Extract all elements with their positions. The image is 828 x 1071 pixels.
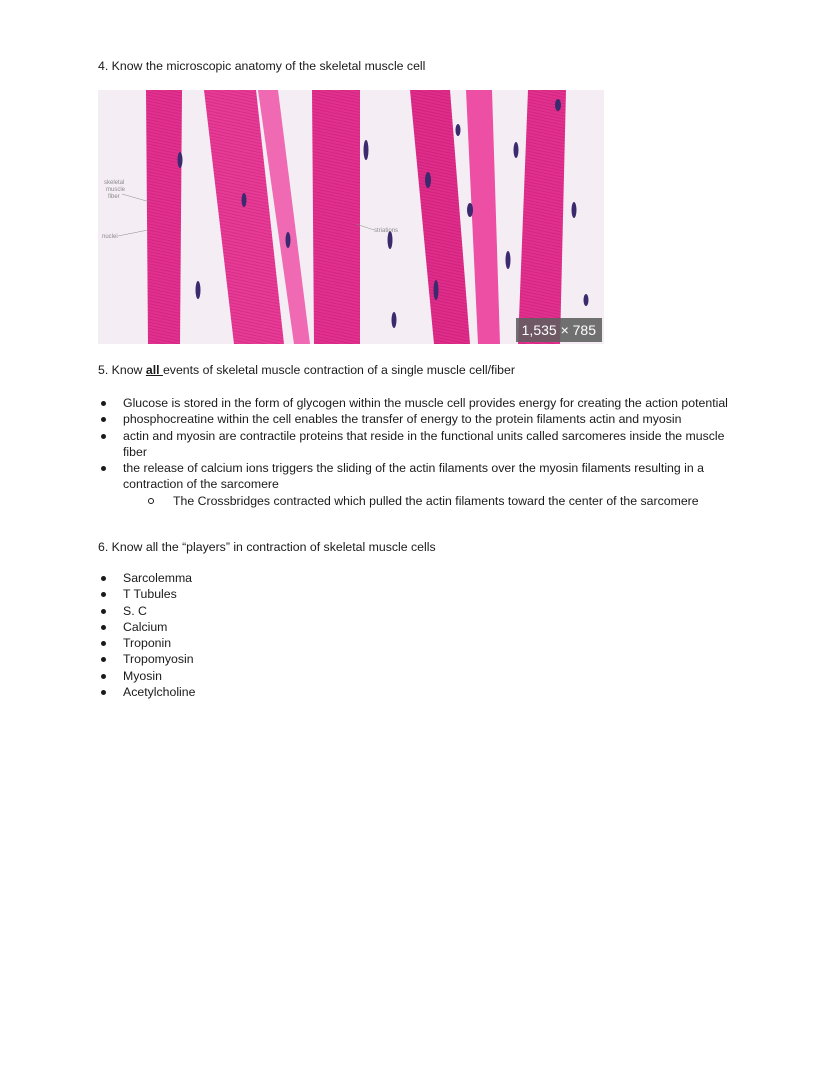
section-5-emphasis: all xyxy=(145,363,163,377)
contraction-events-list xyxy=(98,395,793,509)
muscle-micrograph xyxy=(98,90,604,344)
list-item: actin and myosin are contractile proteins that reside in the functional units called sarcomeres inside the muscle fiber xyxy=(98,428,743,461)
section-4-heading: 4. Know the microscopic anatomy of the skeletal muscle cell xyxy=(98,59,426,73)
section-5-heading xyxy=(98,363,515,378)
label-fiber: fiber xyxy=(108,194,120,200)
label-skeletal: skeletal xyxy=(104,180,125,186)
list-item: Troponin xyxy=(98,635,743,651)
list-item: Glucose is stored in the form of glycogen within the muscle cell provides energy for creating the action potential xyxy=(98,395,743,411)
label-nuclei: nuclei xyxy=(102,234,118,240)
players-list xyxy=(98,570,743,700)
micrograph-drawing xyxy=(98,90,604,344)
list-item: Tropomyosin xyxy=(98,651,743,667)
label-striations: striations xyxy=(374,228,399,234)
list-item: Acetylcholine xyxy=(98,684,743,700)
list-item: the release of calcium ions triggers the sliding of the actin filaments over the myosin filaments resulting in a contraction of the sarcomere xyxy=(98,460,743,493)
list-item: T Tubules xyxy=(98,586,743,602)
list-item: Sarcolemma xyxy=(98,570,743,586)
section-5-suffix: events of skeletal muscle contraction of a single muscle cell/fiber xyxy=(162,363,515,377)
image-dimensions-badge: 1,535 × 785 xyxy=(516,318,602,342)
label-muscle: muscle xyxy=(106,187,126,193)
list-item: Myosin xyxy=(98,668,743,684)
section-6-heading: 6. Know all the “players” in contraction of skeletal muscle cells xyxy=(98,540,436,554)
section-5-prefix: 5. Know xyxy=(98,363,146,377)
list-item: phosphocreatine within the cell enables the transfer of energy to the protein filaments actin and myosin xyxy=(98,411,743,427)
list-item: S. C xyxy=(98,603,743,619)
sub-list-item: The Crossbridges contracted which pulled the actin filaments toward the center of the sarcomere xyxy=(98,493,793,509)
list-item: Calcium xyxy=(98,619,743,635)
